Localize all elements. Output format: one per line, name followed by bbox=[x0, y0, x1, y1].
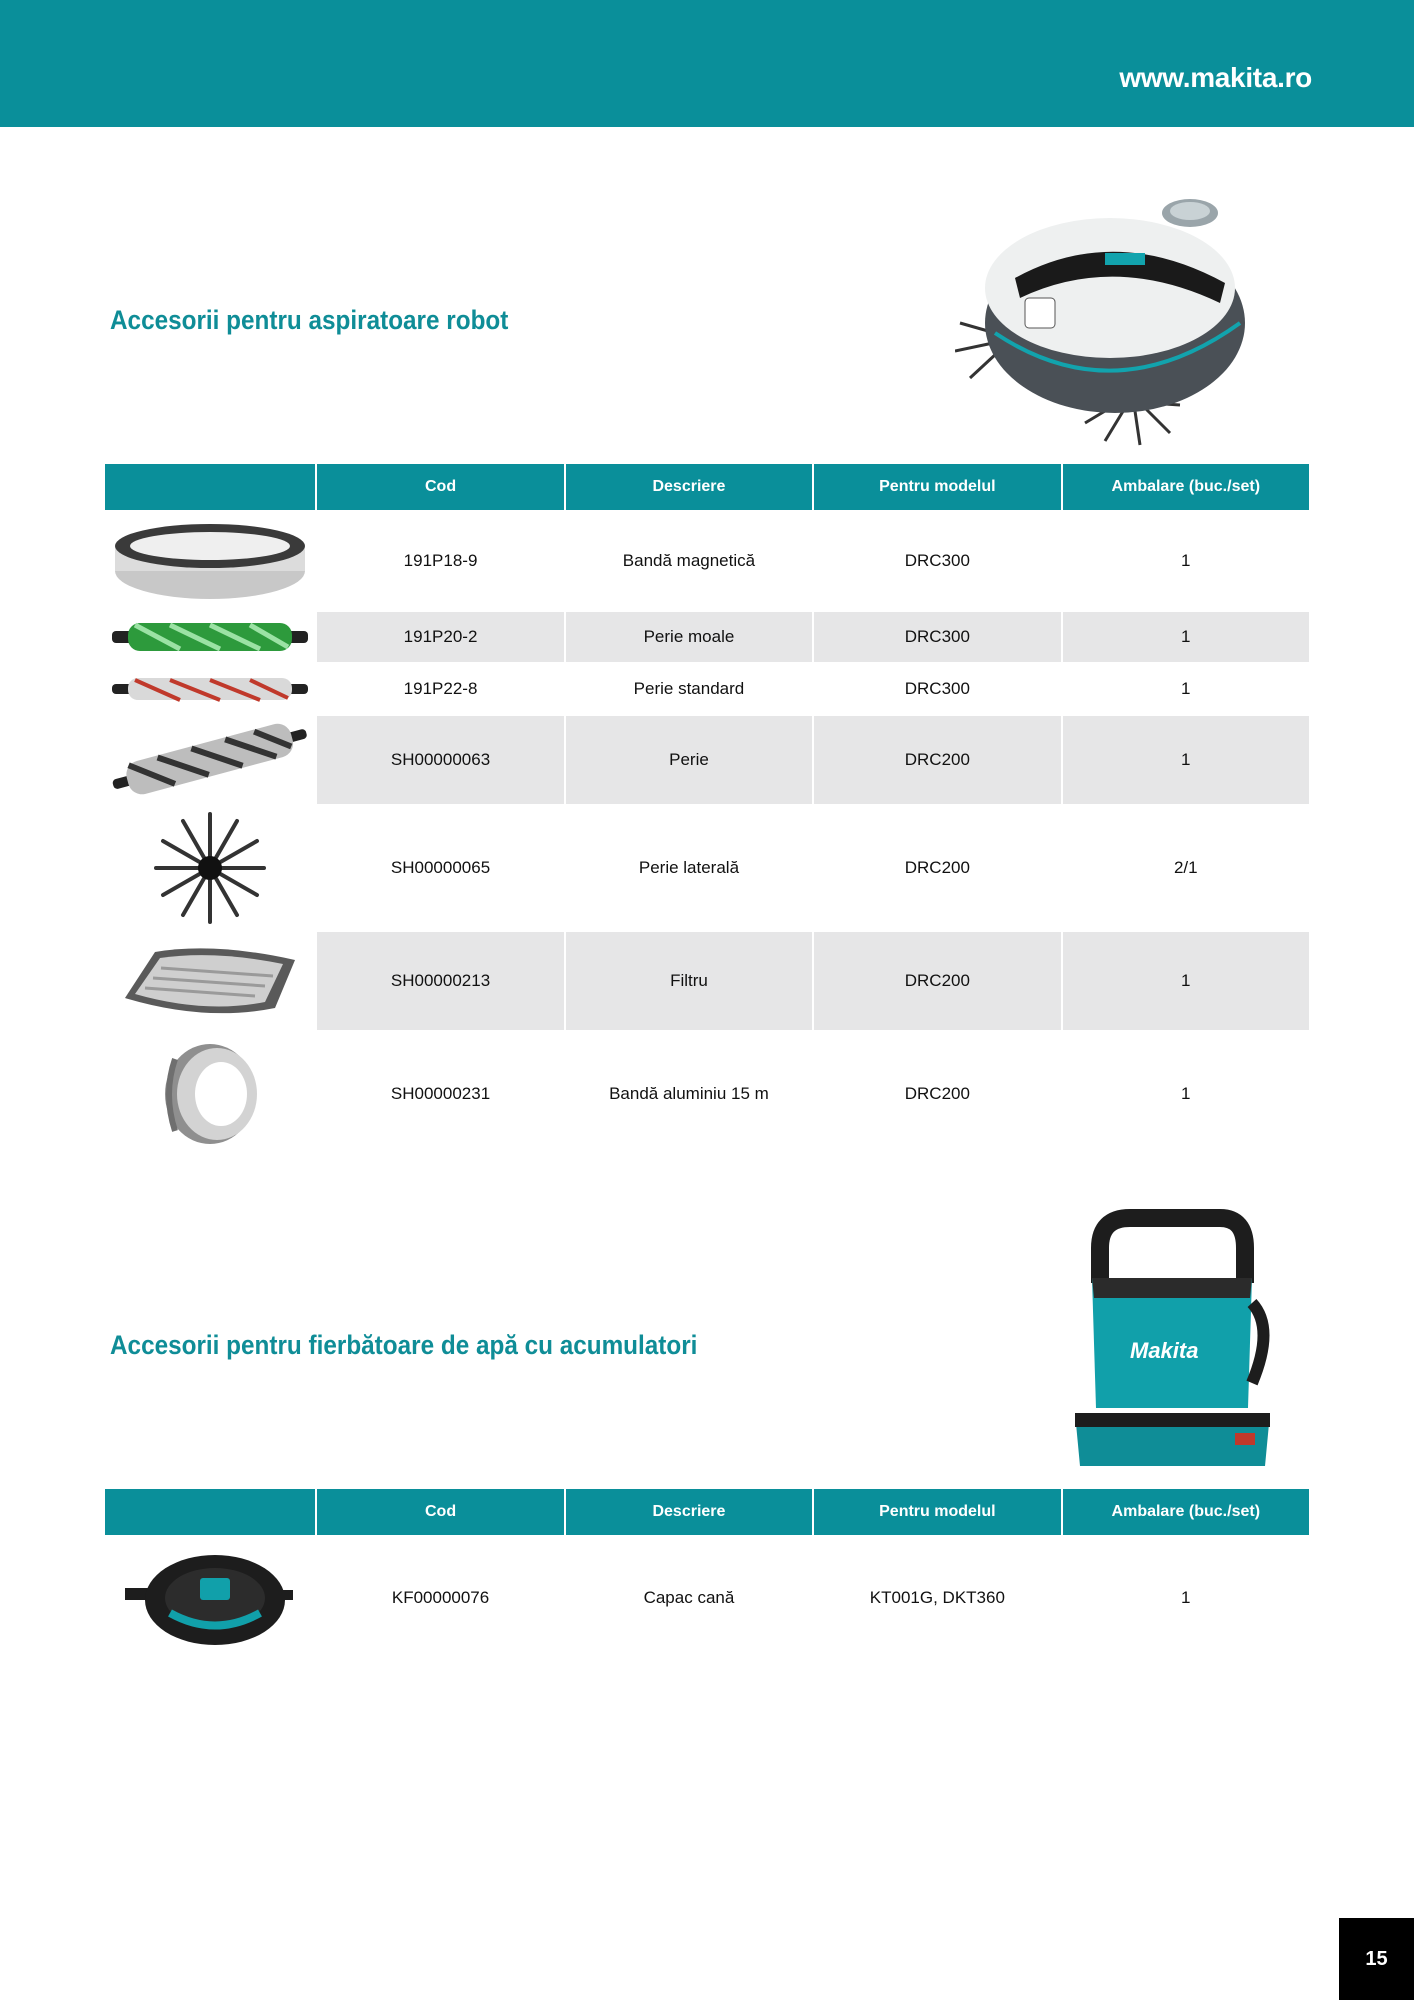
robot-vacuum-accessories-table bbox=[103, 464, 1311, 1158]
column-header-model: Pentru modelul bbox=[814, 464, 1060, 510]
cell-code: 191P18-9 bbox=[403, 551, 478, 570]
table-row bbox=[105, 716, 1309, 804]
kettle-lid-image bbox=[105, 1535, 315, 1661]
cell-model: DRC300 bbox=[904, 679, 970, 698]
cell-description: Capac cană bbox=[643, 1588, 735, 1607]
column-header-model: Pentru modelul bbox=[814, 1489, 1060, 1535]
cell-model: KT001G, DKT360 bbox=[869, 1588, 1005, 1607]
magnetic-tape-roll-image bbox=[105, 510, 315, 612]
cell-packaging: 2/1 bbox=[1173, 858, 1198, 877]
kettle-accessories-table bbox=[103, 1489, 1311, 1661]
website-url[interactable]: www.makita.ro bbox=[1119, 62, 1312, 93]
cell-packaging: 1 bbox=[1063, 716, 1309, 804]
table-row bbox=[105, 1030, 1309, 1158]
cell-description: Perie moale bbox=[566, 612, 812, 662]
cell-code: SH00000063 bbox=[317, 716, 563, 804]
soft-brush-roller-image bbox=[105, 612, 315, 662]
cell-code: SH00000065 bbox=[390, 858, 491, 877]
table-row bbox=[105, 804, 1309, 932]
cell-description: Bandă magnetică bbox=[622, 551, 756, 570]
column-header-image bbox=[105, 1489, 315, 1535]
cell-packaging: 1 bbox=[1063, 932, 1309, 1030]
svg-text:Makita: Makita bbox=[1130, 1338, 1199, 1363]
kettle-image bbox=[1070, 1208, 1275, 1473]
filter-image bbox=[105, 932, 315, 1030]
cell-description: Perie standard bbox=[633, 679, 745, 698]
standard-brush-roller-image bbox=[105, 662, 315, 716]
robot-vacuum-image bbox=[955, 183, 1275, 448]
cell-code: SH00000231 bbox=[390, 1084, 491, 1103]
aluminium-tape-image bbox=[105, 1030, 315, 1158]
column-header-code: Cod bbox=[317, 1489, 563, 1535]
column-header-packaging: Ambalare (buc./set) bbox=[1063, 464, 1309, 510]
cell-packaging: 1 bbox=[1063, 612, 1309, 662]
column-header-description: Descriere bbox=[566, 464, 812, 510]
cell-description: Perie laterală bbox=[638, 858, 740, 877]
cell-model: DRC300 bbox=[814, 612, 1060, 662]
cell-model: DRC200 bbox=[904, 858, 970, 877]
cell-code: 191P22-8 bbox=[403, 679, 478, 698]
cell-description: Filtru bbox=[566, 932, 812, 1030]
cell-model: DRC200 bbox=[904, 1084, 970, 1103]
cell-packaging: 1 bbox=[1181, 1084, 1191, 1103]
cell-packaging: 1 bbox=[1181, 679, 1191, 698]
column-header-image bbox=[105, 464, 315, 510]
page-number: 15 bbox=[1339, 1918, 1414, 2000]
column-header-code: Cod bbox=[317, 464, 563, 510]
cell-code: KF00000076 bbox=[391, 1588, 490, 1607]
column-header-description: Descriere bbox=[566, 1489, 812, 1535]
section-title-kettle: Accesorii pentru fierbătoare de apă cu acumulatori bbox=[110, 1330, 698, 1360]
cell-code: SH00000213 bbox=[317, 932, 563, 1030]
table-row bbox=[105, 932, 1309, 1030]
section-title-robot-vacuum: Accesorii pentru aspiratoare robot bbox=[110, 305, 509, 335]
side-brush-image bbox=[105, 804, 315, 932]
cell-description: Bandă aluminiu 15 m bbox=[609, 1084, 769, 1103]
column-header-packaging: Ambalare (buc./set) bbox=[1063, 1489, 1309, 1535]
table-row bbox=[105, 662, 1309, 716]
cell-description: Perie bbox=[566, 716, 812, 804]
table-row bbox=[105, 1535, 1309, 1661]
cell-code: 191P20-2 bbox=[317, 612, 563, 662]
cell-model: DRC300 bbox=[904, 551, 970, 570]
cell-model: DRC200 bbox=[814, 716, 1060, 804]
table-row bbox=[105, 612, 1309, 662]
cell-model: DRC200 bbox=[814, 932, 1060, 1030]
cell-packaging: 1 bbox=[1181, 1588, 1191, 1607]
cell-packaging: 1 bbox=[1181, 551, 1191, 570]
table-row bbox=[105, 510, 1309, 612]
brush-roller-image bbox=[105, 716, 315, 804]
